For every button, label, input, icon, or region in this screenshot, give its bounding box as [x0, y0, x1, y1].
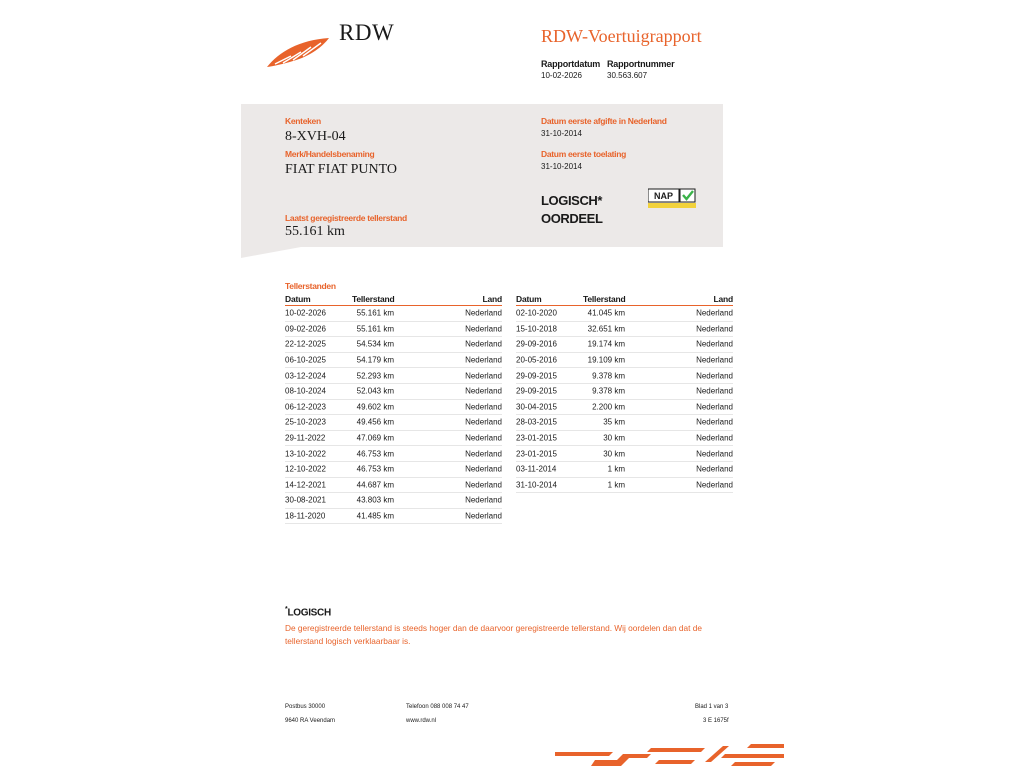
row-tellerstand: 1 km — [607, 464, 625, 474]
kenteken-value: 8-XVH-04 — [285, 129, 346, 144]
footer-telefoon: Telefoon 088 008 74 47 — [406, 704, 469, 710]
row-date: 13-10-2022 — [285, 449, 326, 459]
row-land: Nederland — [696, 449, 733, 459]
tellerstanden-table-right — [516, 293, 733, 493]
table-row — [516, 353, 733, 369]
verdict-line-2: OORDEEL — [541, 211, 603, 226]
table-row — [285, 431, 502, 447]
row-land: Nederland — [696, 386, 733, 396]
eerste-toelating-value: 31-10-2014 — [541, 162, 582, 171]
report-page — [241, 0, 784, 768]
footer-address: 9640 RA Veendam — [285, 718, 336, 724]
verdict — [541, 192, 602, 228]
table-row — [516, 306, 733, 322]
row-land: Nederland — [465, 511, 502, 521]
row-date: 30-08-2021 — [285, 495, 326, 505]
row-date: 23-01-2015 — [516, 433, 557, 443]
table-row — [285, 509, 502, 525]
logo-text: RDW — [339, 20, 395, 45]
row-land: Nederland — [465, 339, 502, 349]
row-date: 06-10-2025 — [285, 355, 326, 365]
table-row — [516, 446, 733, 462]
eerste-afgifte-label: Datum eerste afgifte in Nederland — [541, 116, 667, 126]
table-row — [285, 478, 502, 494]
col-tellerstand: Tellerstand — [352, 294, 395, 304]
row-tellerstand: 55.161 km — [356, 324, 394, 334]
table-row — [285, 368, 502, 384]
row-tellerstand: 32.651 km — [587, 324, 625, 334]
table-row — [516, 478, 733, 494]
footer-stripes-icon — [555, 740, 784, 768]
table-row — [285, 415, 502, 431]
row-land: Nederland — [465, 371, 502, 381]
row-land: Nederland — [696, 402, 733, 412]
table-row — [285, 322, 502, 338]
table-header — [285, 293, 502, 306]
row-date: 03-11-2014 — [516, 464, 557, 474]
row-tellerstand: 19.109 km — [587, 355, 625, 365]
row-land: Nederland — [465, 449, 502, 459]
note-title — [285, 606, 331, 618]
row-land: Nederland — [465, 402, 502, 412]
row-date: 09-02-2026 — [285, 324, 326, 334]
row-land: Nederland — [696, 339, 733, 349]
row-tellerstand: 49.456 km — [356, 417, 394, 427]
eerste-toelating-label: Datum eerste toelating — [541, 149, 627, 159]
table-row — [285, 353, 502, 369]
table-row — [516, 384, 733, 400]
table-row — [285, 306, 502, 322]
row-tellerstand: 52.043 km — [356, 386, 394, 396]
row-tellerstand: 44.687 km — [356, 480, 394, 490]
row-tellerstand: 2.200 km — [592, 402, 625, 412]
rapportnummer-label: Rapportnummer — [607, 59, 675, 69]
tellerstand-value: 55.161 km — [285, 224, 345, 239]
row-tellerstand: 19.174 km — [587, 339, 625, 349]
row-date: 30-04-2015 — [516, 402, 557, 412]
row-tellerstand: 52.293 km — [356, 371, 394, 381]
row-tellerstand: 41.045 km — [587, 308, 625, 318]
row-land: Nederland — [465, 308, 502, 318]
row-land: Nederland — [465, 495, 502, 505]
table-row — [285, 462, 502, 478]
note-text: De geregistreerde tellerstand is steeds hoger dan de daarvoor geregistreerde tellerstand. Wij oordelen dan dat de tellerstand logisch verklaarbaar is. — [285, 623, 702, 646]
row-tellerstand: 43.803 km — [356, 495, 394, 505]
table-row — [285, 446, 502, 462]
row-land: Nederland — [696, 324, 733, 334]
row-tellerstand: 55.161 km — [356, 308, 394, 318]
row-land: Nederland — [696, 480, 733, 490]
row-tellerstand: 46.753 km — [356, 464, 394, 474]
nap-logo-icon — [648, 188, 696, 208]
rdw-feather-logo-icon — [265, 34, 331, 70]
row-land: Nederland — [696, 433, 733, 443]
col-datum: Datum — [516, 294, 542, 304]
report-title: RDW-Voertuigrapport — [541, 26, 702, 46]
row-tellerstand: 54.534 km — [356, 339, 394, 349]
tellerstanden-table-left — [285, 293, 502, 524]
row-date: 29-09-2016 — [516, 339, 557, 349]
table-row — [285, 384, 502, 400]
table-row — [285, 400, 502, 416]
note-title-text: LOGISCH — [287, 607, 331, 619]
table-row — [516, 431, 733, 447]
rapportnummer-value: 30.563.607 — [607, 71, 648, 80]
row-tellerstand: 9.378 km — [592, 386, 625, 396]
row-land: Nederland — [465, 480, 502, 490]
row-date: 10-02-2026 — [285, 308, 326, 318]
rapportdatum-value: 10-02-2026 — [541, 71, 582, 80]
row-tellerstand: 9.378 km — [592, 371, 625, 381]
footer-page: Blad 1 van 3 — [695, 704, 729, 710]
row-date: 25-10-2023 — [285, 417, 326, 427]
row-tellerstand: 35 km — [603, 417, 625, 427]
row-date: 02-10-2020 — [516, 308, 557, 318]
footer-website[interactable]: www.rdw.nl — [406, 718, 437, 724]
kenteken-label: Kenteken — [285, 116, 321, 126]
row-land: Nederland — [465, 324, 502, 334]
table-row — [516, 462, 733, 478]
table-row — [516, 400, 733, 416]
row-date: 29-09-2015 — [516, 371, 557, 381]
row-land: Nederland — [465, 433, 502, 443]
col-tellerstand: Tellerstand — [583, 294, 626, 304]
table-row — [516, 322, 733, 338]
row-date: 20-05-2016 — [516, 355, 557, 365]
row-land: Nederland — [696, 371, 733, 381]
row-land: Nederland — [465, 417, 502, 427]
row-tellerstand: 1 km — [607, 480, 625, 490]
row-tellerstand: 30 km — [603, 449, 625, 459]
footer-postbus: Postbus 30000 — [285, 704, 326, 710]
eerste-afgifte-value: 31-10-2014 — [541, 129, 582, 138]
table-header — [516, 293, 733, 306]
verdict-line-1: LOGISCH* — [541, 193, 603, 208]
merk-label: Merk/Handelsbenaming — [285, 149, 375, 159]
nap-logo-text: NAP — [653, 191, 674, 201]
row-tellerstand: 41.485 km — [356, 511, 394, 521]
row-date: 08-10-2024 — [285, 386, 326, 396]
row-date: 06-12-2023 — [285, 402, 326, 412]
row-date: 28-03-2015 — [516, 417, 557, 427]
table-row — [516, 368, 733, 384]
row-date: 29-09-2015 — [516, 386, 557, 396]
row-land: Nederland — [465, 386, 502, 396]
row-date: 15-10-2018 — [516, 324, 557, 334]
row-date: 14-12-2021 — [285, 480, 326, 490]
row-date: 31-10-2014 — [516, 480, 557, 490]
row-date: 23-01-2015 — [516, 449, 557, 459]
row-date: 12-10-2022 — [285, 464, 326, 474]
row-date: 18-11-2020 — [285, 511, 326, 521]
row-land: Nederland — [696, 355, 733, 365]
tellerstanden-title: Tellerstanden — [285, 281, 336, 291]
row-tellerstand: 46.753 km — [356, 449, 394, 459]
row-tellerstand: 47.069 km — [356, 433, 394, 443]
note-asterisk: * — [285, 606, 288, 613]
rapportdatum-label: Rapportdatum — [541, 59, 601, 69]
footer-code: 3 E 1675f — [703, 718, 729, 724]
row-tellerstand: 54.179 km — [356, 355, 394, 365]
col-datum: Datum — [285, 294, 311, 304]
row-date: 03-12-2024 — [285, 371, 326, 381]
row-tellerstand: 49.602 km — [356, 402, 394, 412]
col-land: Land — [482, 294, 502, 304]
tellerstand-label: Laatst geregistreerde tellerstand — [285, 213, 407, 223]
row-land: Nederland — [696, 308, 733, 318]
table-row — [285, 337, 502, 353]
row-land: Nederland — [696, 417, 733, 427]
row-tellerstand: 30 km — [603, 433, 625, 443]
row-land: Nederland — [465, 464, 502, 474]
row-land: Nederland — [465, 355, 502, 365]
summary-panel-tab — [241, 247, 301, 258]
row-land: Nederland — [696, 464, 733, 474]
table-row — [285, 493, 502, 509]
col-land: Land — [713, 294, 733, 304]
merk-value: FIAT FIAT PUNTO — [285, 162, 398, 177]
row-date: 29-11-2022 — [285, 433, 326, 443]
table-row — [516, 337, 733, 353]
table-row — [516, 415, 733, 431]
row-date: 22-12-2025 — [285, 339, 326, 349]
